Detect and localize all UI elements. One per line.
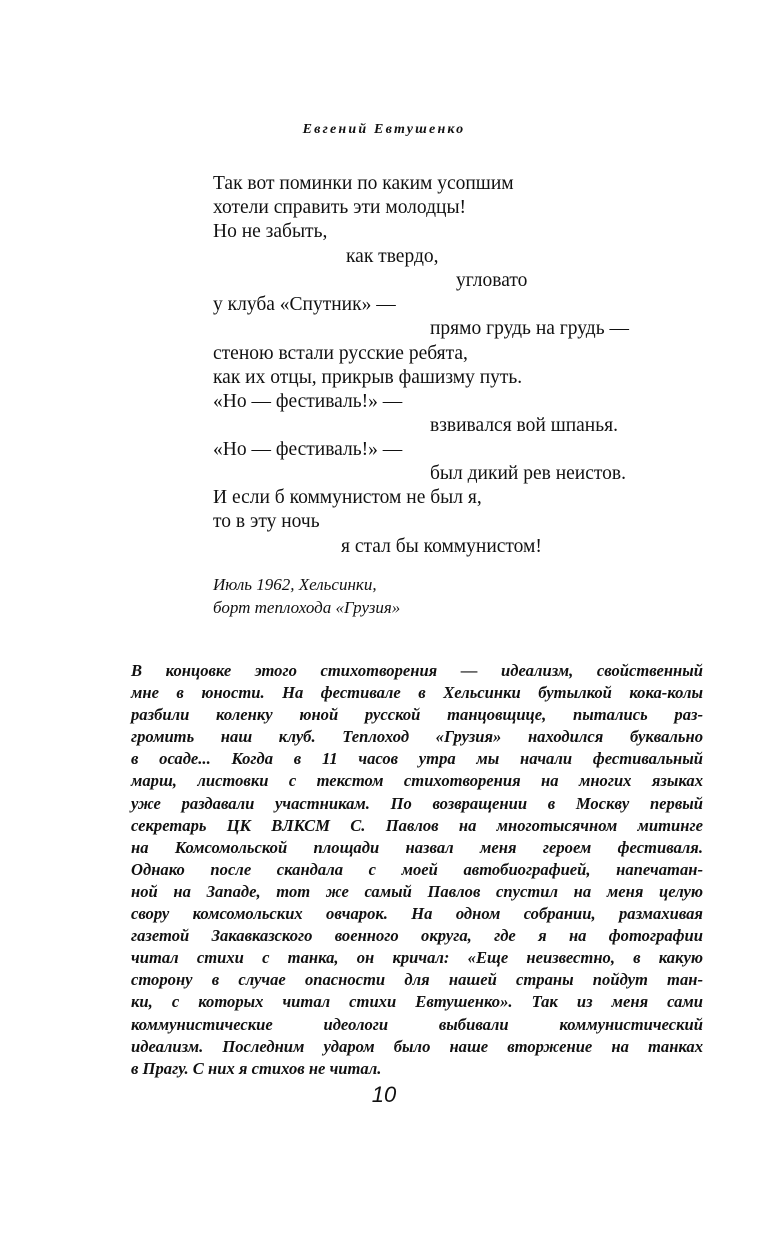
poem-dateline — [213, 573, 400, 619]
running-head: Евгений Евтушенко — [302, 122, 466, 137]
poem-line: И если б коммунистом не был я, — [213, 487, 482, 508]
poem-line: прямо грудь на грудь — — [430, 318, 629, 339]
commentary-line: свору комсомольских овчарок. На одном собрании, размахивая — [131, 904, 703, 924]
poem-line: как их отцы, прикрыв фашизму путь. — [213, 367, 523, 388]
poem-line: угловато — [456, 270, 528, 291]
commentary-line: В концовке этого стихотворения — идеализм, свойственный — [131, 661, 703, 680]
poem-line: «Но — фестиваль!» — — [213, 391, 403, 412]
poem-line: Но не забыть, — [213, 221, 328, 242]
poem-line: был дикий рев неистов. — [430, 463, 626, 484]
commentary-line: мне в юности. На фестивале в Хельсинки бутылкой кока-колы — [131, 683, 703, 703]
commentary-line: в Прагу. С них я стихов не читал. — [131, 1058, 382, 1078]
poem-line: у клуба «Спутник» — — [213, 294, 396, 315]
poem-line: Так вот поминки по каким усопшим — [213, 173, 514, 194]
commentary-line: уже раздавали участникам. По возвращении в Москву первый — [131, 793, 703, 813]
commentary-line: ной на Западе, тот же самый Павлов спустил на меня целую — [131, 881, 703, 901]
commentary-line: газетой Закавказского военного округа, где я на фотографии — [131, 926, 703, 946]
poem-line: я стал бы коммунистом! — [341, 536, 542, 557]
commentary-line: ки, с которых читал стихи Евтушенко». Так из меня сами — [131, 992, 703, 1012]
commentary-line: в осаде... Когда в 11 часов утра мы начали фестивальный — [131, 749, 703, 769]
commentary-line: разбили коленку юной русской танцовщице, пытались раз- — [131, 705, 703, 725]
commentary-line: на Комсомольской площади назвал меня героем фестиваля. — [131, 837, 703, 857]
author-commentary — [131, 660, 703, 1080]
commentary-line: марш, листовки с текстом стихотворения на многих языках — [131, 771, 703, 791]
commentary-line: коммунистические идеологи выбивали коммунистический — [131, 1014, 703, 1034]
commentary-line: сторону в случае опасности для нашей страны пойдут тан- — [131, 970, 703, 990]
commentary-line: громить наш клуб. Теплоход «Грузия» находился буквально — [131, 727, 703, 747]
poem-line: «Но — фестиваль!» — — [213, 439, 403, 460]
dateline-line: Июль 1962, Хельсинки, — [213, 575, 377, 594]
poem-line: взвивался вой шпанья. — [430, 415, 618, 436]
page-number: 10 — [371, 1082, 397, 1107]
commentary-line: Однако после скандала с моей автобиографией, напечатан- — [131, 859, 703, 879]
poem-line: то в эту ночь — [213, 511, 320, 532]
commentary-line: секретарь ЦК ВЛКСМ С. Павлов на многотысячном митинге — [131, 815, 703, 835]
commentary-line: читал стихи с танка, он кричал: «Еще неизвестно, в какую — [131, 948, 703, 968]
poem-line: хотели справить эти молодцы! — [213, 197, 467, 218]
dateline-line: борт теплохода «Грузия» — [213, 598, 401, 617]
poem-line: как твердо, — [346, 246, 439, 267]
commentary-line: идеализм. Последним ударом было наше вторжение на танках — [131, 1036, 703, 1056]
poem-line: стеною встали русские ребята, — [213, 343, 468, 364]
